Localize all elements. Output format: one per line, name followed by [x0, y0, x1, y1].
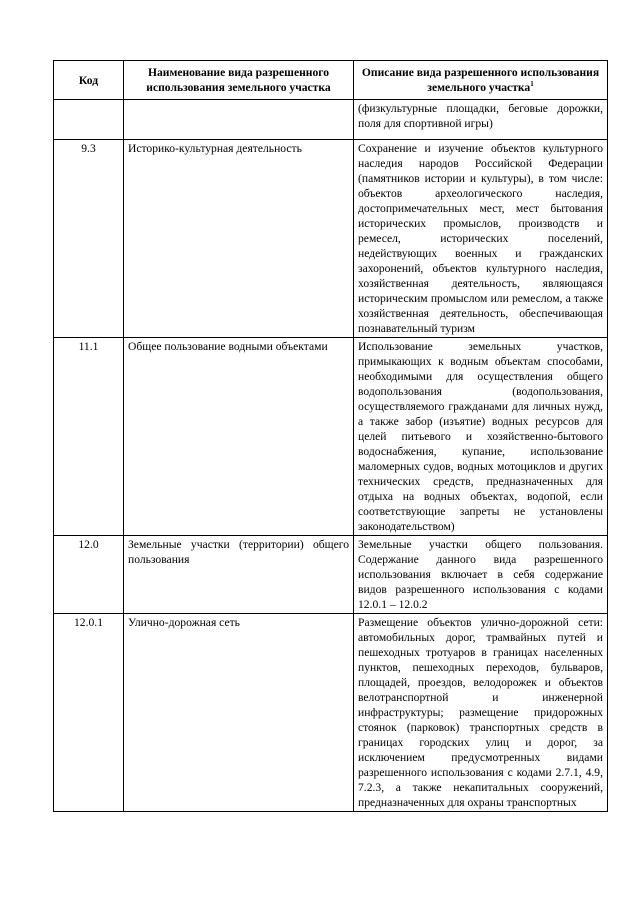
- table-header-row: [54, 61, 608, 100]
- table-row: [54, 100, 608, 140]
- header-description-text: Описание вида разрешенного использования земельного участка: [361, 66, 600, 94]
- row-description: Использование земельных участков, примыкающих к водным объектам способами, необходимыми для осуществления общего водопользования (водопользования, осуществляемого гражданами для личных нужд, а также забор (изъятие) водных ресурсов для целей питьевого и хозяйственно-бытового водоснабжения, купание, использование маломерных судов, водных мотоциклов и других технических средств, предназначенных для отдыха на водных объектах, водопой, если соответствующие запреты не установлены законодательством): [354, 338, 608, 536]
- table-row: [54, 338, 608, 536]
- header-name: Наименование вида разрешенного использования земельного участка: [124, 61, 354, 100]
- row-code: 11.1: [54, 338, 124, 536]
- row-name: Улично-дорожная сеть: [124, 614, 354, 812]
- row-code: [54, 100, 124, 140]
- row-description: Размещение объектов улично-дорожной сети: автомобильных дорог, трамвайных путей и пешеходных тротуаров в границах населенных пунктов, пешеходных переходов, бульваров, площадей, проездов, велодорожек и объектов велотранспортной и инженерной инфраструктуры; размещение придорожных стоянок (парковок) транспортных средств в границах городских улиц и дорог, за исключением предусмотренных видами разрешенного использования с кодами 2.7.1, 4.9, 7.2.3, а также некапитальных сооружений, предназначенных для охраны транспортных: [354, 614, 608, 812]
- header-description: [354, 61, 608, 100]
- row-name: Земельные участки (территории) общего пользования: [124, 536, 354, 614]
- land-use-table: [53, 60, 608, 812]
- table-row: [54, 614, 608, 812]
- row-description: (физкультурные площадки, беговые дорожки, поля для спортивной игры): [354, 100, 608, 140]
- row-description: Сохранение и изучение объектов культурного наследия народов Российской Федерации (памятников истории и культуры), в том числе: объектов археологического наследия, достопримечательных мест, мест бытования исторических промыслов, производств и ремесел, исторических поселений, недействующих военных и гражданских захоронений, объектов культурного наследия, хозяйственная деятельность, являющаяся историческим промыслом или ремеслом, а также хозяйственная деятельность, обеспечивающая познавательный туризм: [354, 140, 608, 338]
- row-code: 9.3: [54, 140, 124, 338]
- header-code: Код: [54, 61, 124, 100]
- row-description: Земельные участки общего пользования. Содержание данного вида разрешенного использования включает в себя содержание видов разрешенного использования с кодами 12.0.1 – 12.0.2: [354, 536, 608, 614]
- row-name: [124, 100, 354, 140]
- table-row: [54, 536, 608, 614]
- row-code: 12.0: [54, 536, 124, 614]
- table-row: [54, 140, 608, 338]
- row-name: Общее пользование водными объектами: [124, 338, 354, 536]
- footnote-mark: 1: [530, 80, 534, 89]
- row-code: 12.0.1: [54, 614, 124, 812]
- row-name: Историко-культурная деятельность: [124, 140, 354, 338]
